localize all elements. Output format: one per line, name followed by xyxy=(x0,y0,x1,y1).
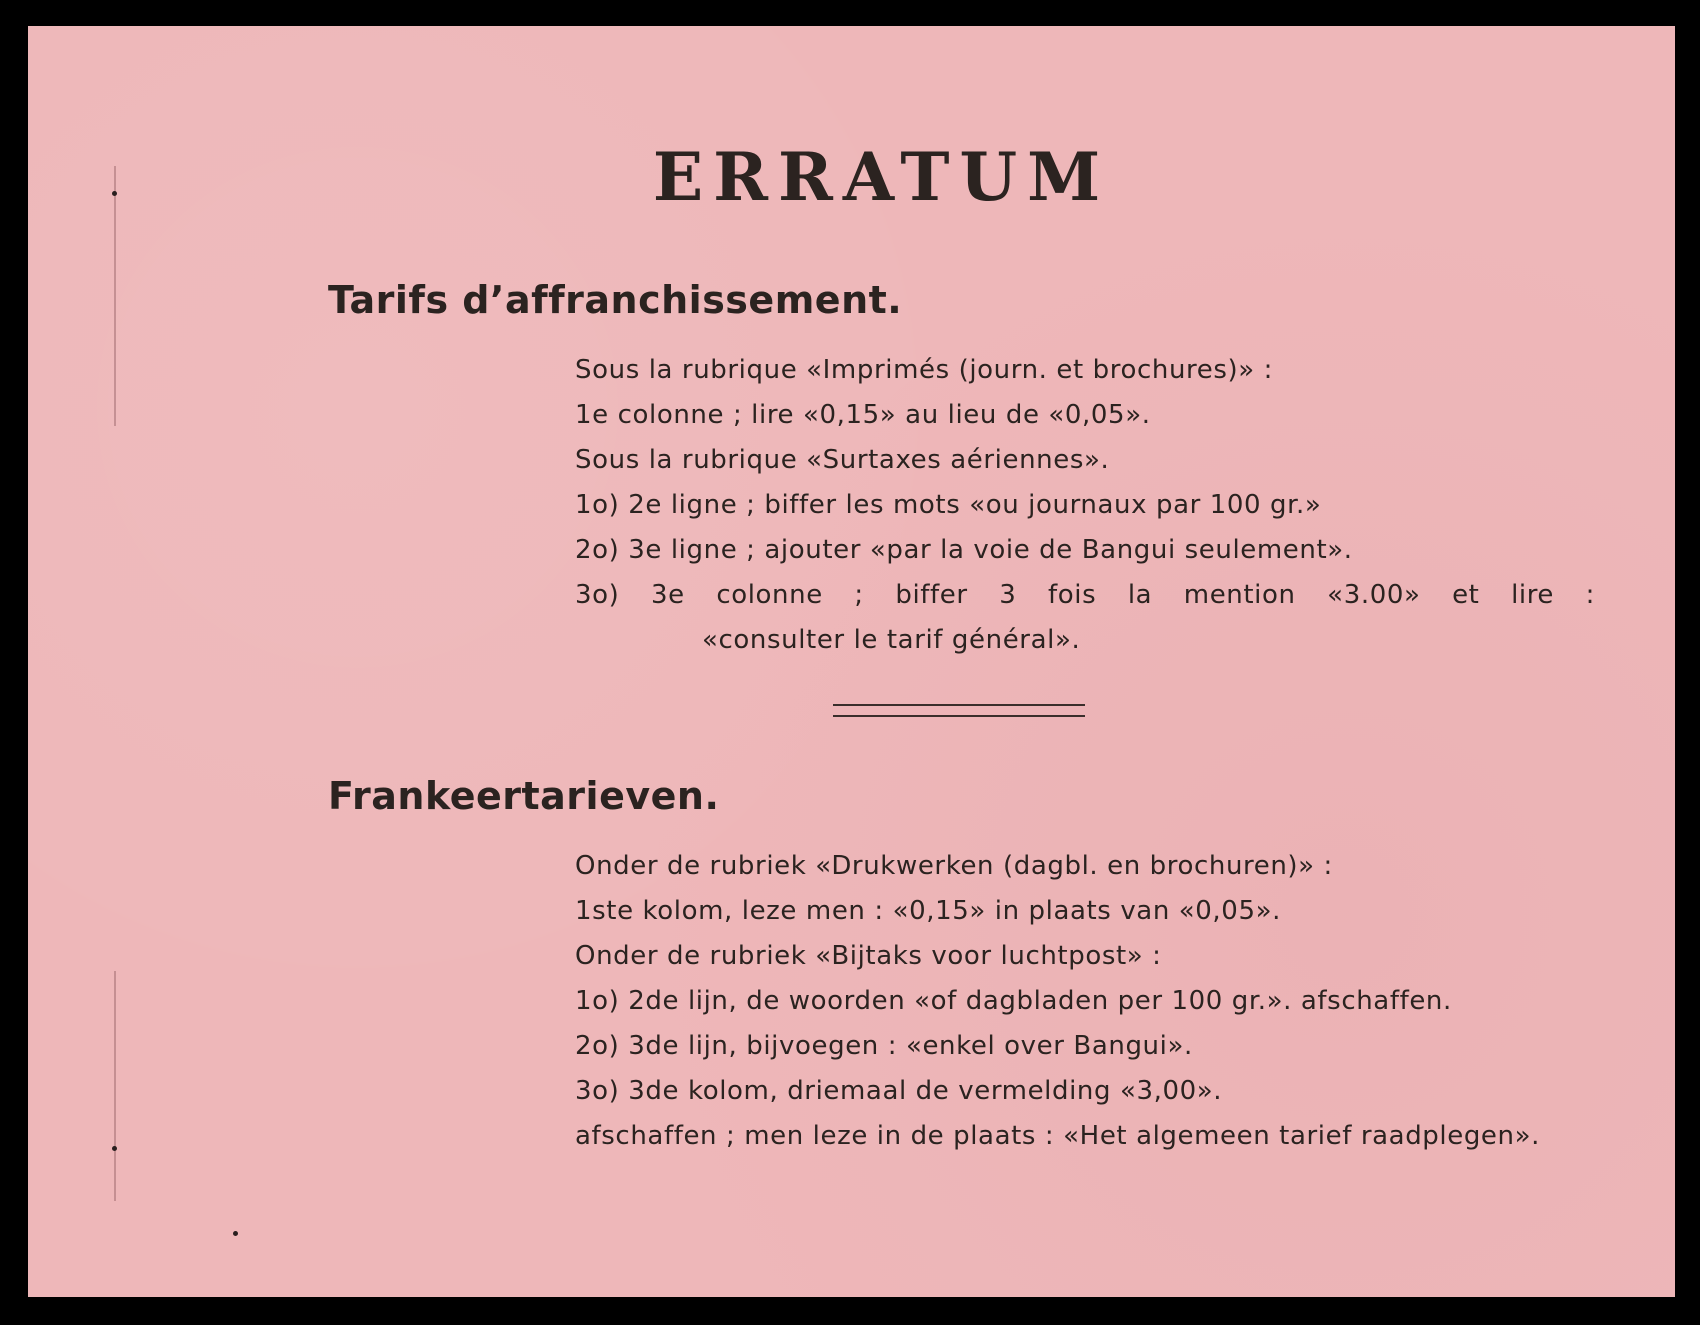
erratum-line: afschaffen ; men leze in de plaats : «Het algemeen tarief raadplegen». xyxy=(575,1121,1540,1151)
erratum-line: Onder de rubriek «Bijtaks voor luchtpost» : xyxy=(575,941,1162,971)
erratum-line: 1ste kolom, leze men : «0,15» in plaats van «0,05». xyxy=(575,896,1281,926)
erratum-line: 1e colonne ; lire «0,15» au lieu de «0,05». xyxy=(575,400,1151,430)
binding-perforation-bottom xyxy=(114,971,116,1201)
ink-dot xyxy=(233,1231,238,1236)
perforation-mark xyxy=(112,1146,117,1151)
erratum-line: 1o) 2de lijn, de woorden «of dagbladen per 100 gr.». afschaffen. xyxy=(575,986,1452,1016)
erratum-line: 3o) 3e colonne ; biffer 3 fois la mention «3.00» et lire : xyxy=(575,580,1595,610)
section-heading-dutch: Frankeertarieven. xyxy=(328,774,720,818)
erratum-line: Onder de rubriek «Drukwerken (dagbl. en brochuren)» : xyxy=(575,851,1333,881)
erratum-sheet xyxy=(28,26,1675,1297)
erratum-line: 2o) 3de lijn, bijvoegen : «enkel over Bangui». xyxy=(575,1031,1193,1061)
section-body-french xyxy=(575,348,1625,663)
document-title: ERRATUM xyxy=(652,138,1111,216)
erratum-line: 3o) 3de kolom, driemaal de vermelding «3,00». xyxy=(575,1076,1223,1106)
section-divider xyxy=(833,704,1085,717)
erratum-line: Sous la rubrique «Surtaxes aériennes». xyxy=(575,445,1110,475)
erratum-line: Sous la rubrique «Imprimés (journ. et brochures)» : xyxy=(575,355,1273,385)
erratum-line: «consulter le tarif général». xyxy=(702,625,1081,655)
section-body-dutch xyxy=(575,844,1625,1159)
erratum-line: 1o) 2e ligne ; biffer les mots «ou journaux par 100 gr.» xyxy=(575,490,1322,520)
erratum-line: 2o) 3e ligne ; ajouter «par la voie de Bangui seulement». xyxy=(575,535,1353,565)
section-heading-french: Tarifs d’affranchissement. xyxy=(328,278,903,322)
